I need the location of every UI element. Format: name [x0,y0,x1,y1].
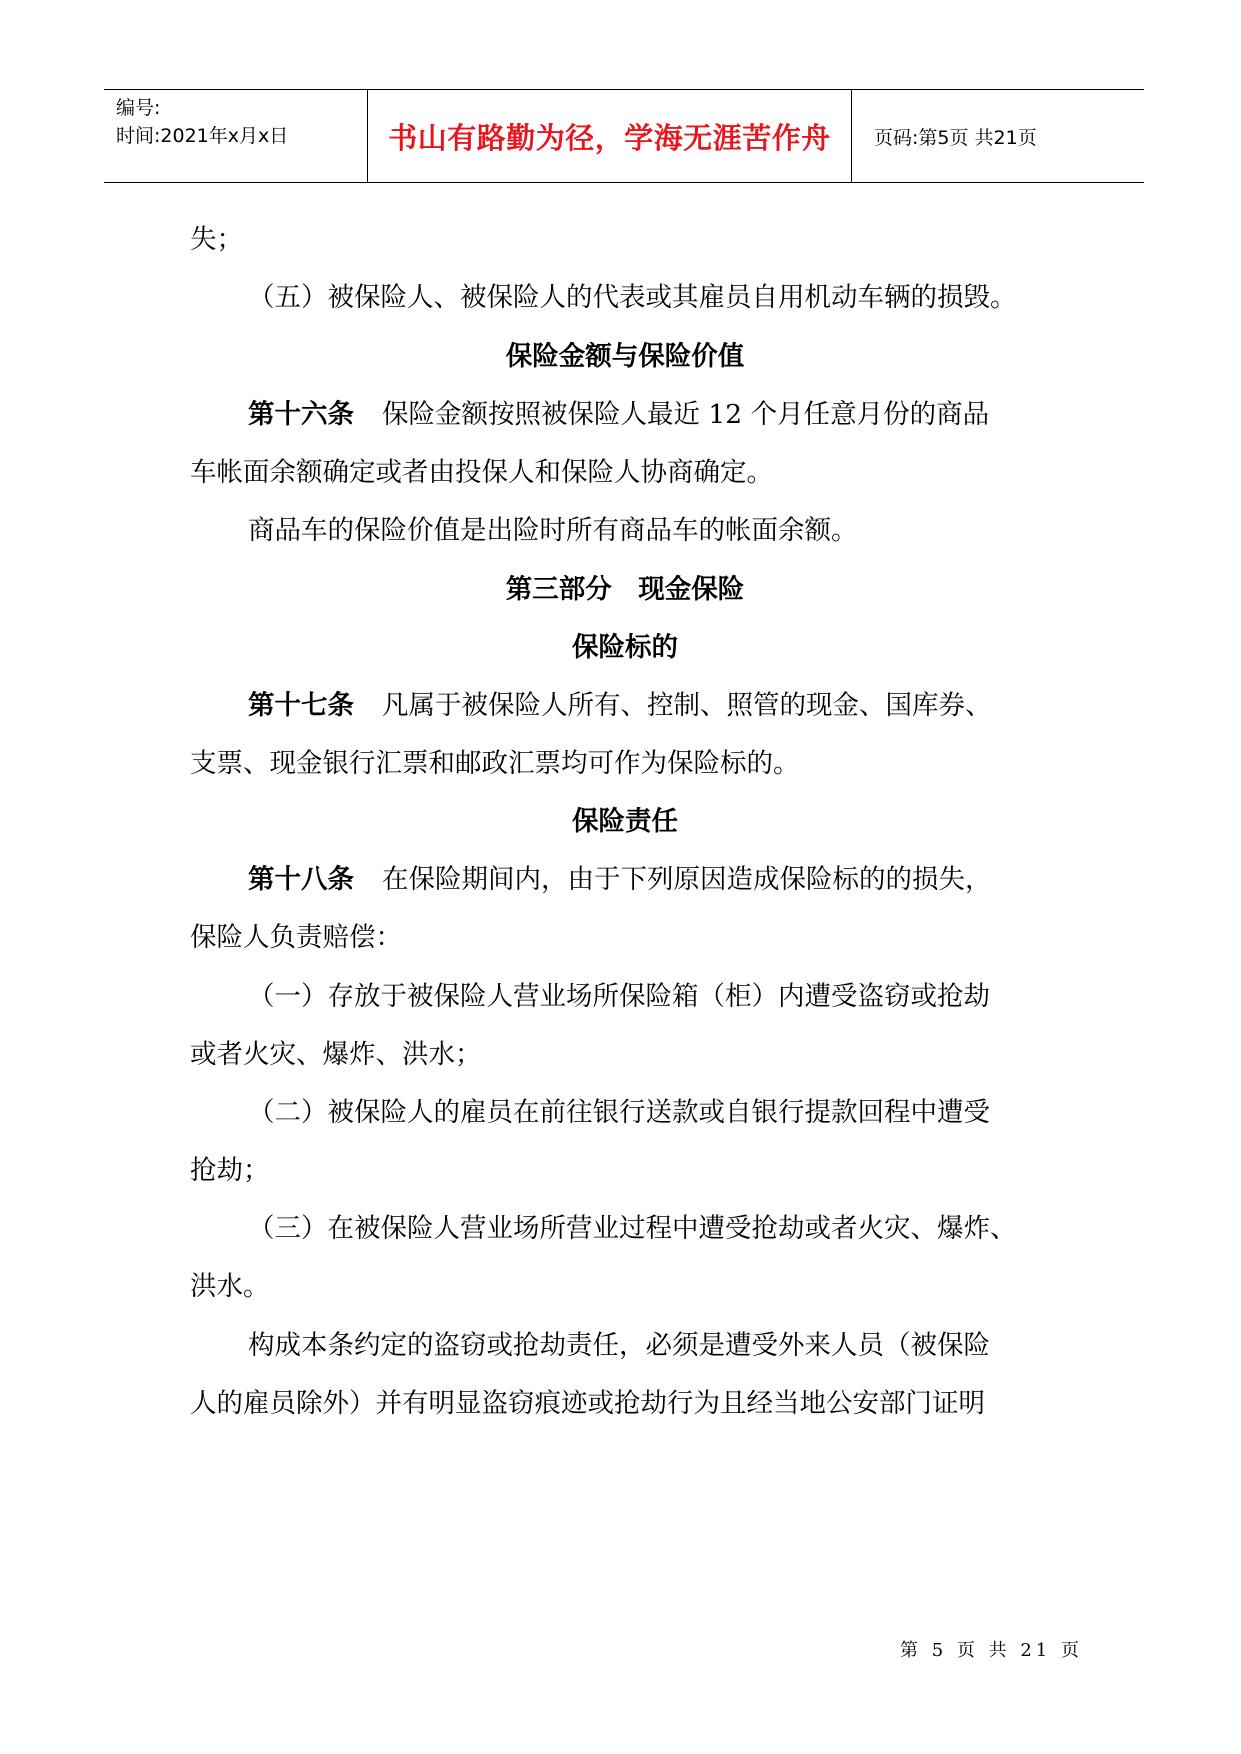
item-1-line-1: （一）存放于被保险人营业场所保险箱（柜）内遭受盗窃或抢劫 [248,981,990,1012]
paragraph-theft-line-2: 人的雇员除外）并有明显盗窃痕迹或抢劫行为且经当地公安部门证明 [190,1388,985,1419]
part-heading-cash-insurance: 第三部分 现金保险 [505,574,745,605]
section-heading-insured-amount: 保险金额与保险价值 [505,341,745,372]
document-number-label: 编号: [116,97,161,119]
item-1-line-2: 或者火灾、爆炸、洪水； [190,1039,482,1070]
article-18-title: 第十八条 [248,864,354,895]
paragraph-insured-value: 商品车的保险价值是出险时所有商品车的帐面余额。 [248,515,858,546]
article-16-text-1: 保险金额按照被保险人最近 12 个月任意月份的商品 [382,399,990,430]
paragraph-item-5: （五）被保险人、被保险人的代表或其雇员自用机动车辆的损毁。 [248,282,1017,313]
document-header [104,89,1144,183]
article-17-text-1: 凡属于被保险人所有、控制、照管的现金、国库券、 [382,690,992,721]
page-footer: 第 5 页 共 21 页 [900,1640,1083,1661]
article-18-line-2: 保险人负责赔偿： [190,922,402,953]
article-17-line-1 [248,686,992,726]
item-2-line-2: 抢劫； [190,1155,270,1186]
section-heading-liability: 保险责任 [572,806,678,837]
paragraph-fragment: 失； [190,224,243,255]
paragraph-theft-line-1: 构成本条约定的盗窃或抢劫责任，必须是遭受外来人员（被保险 [248,1330,990,1361]
header-info-cell [104,90,368,182]
item-3-line-2: 洪水。 [190,1271,270,1302]
document-time-label: 时间:2021年x月x日 [116,125,289,147]
article-18-line-1 [248,860,992,900]
item-2-line-1: （二）被保险人的雇员在前往银行送款或自银行提款回程中遭受 [248,1097,990,1128]
section-heading-subject: 保险标的 [572,632,678,663]
article-17-title: 第十七条 [248,690,354,721]
article-16-line-1 [248,395,989,435]
article-16-title: 第十六条 [248,399,354,430]
article-16-line-2: 车帐面余额确定或者由投保人和保险人协商确定。 [190,457,773,488]
article-18-text-1: 在保险期间内，由于下列原因造成保险标的的损失， [382,864,992,895]
header-motto: 书山有路勤为径，学海无涯苦作舟 [368,90,852,182]
item-3-line-1: （三）在被保险人营业场所营业过程中遭受抢劫或者火灾、爆炸、 [248,1213,1017,1244]
article-17-line-2: 支票、现金银行汇票和邮政汇票均可作为保险标的。 [190,748,800,779]
header-page-label: 页码:第5页 共21页 [874,126,1037,149]
